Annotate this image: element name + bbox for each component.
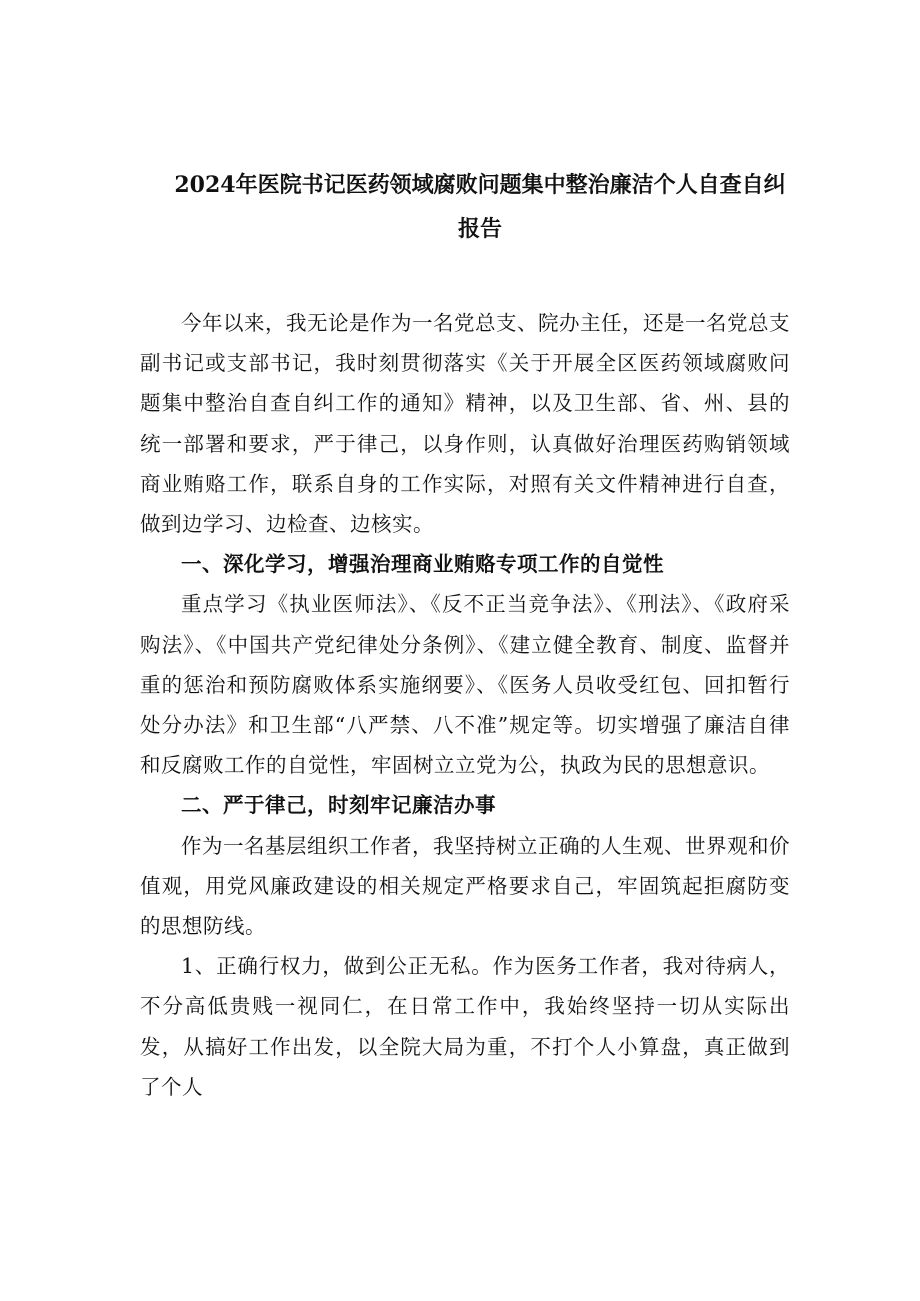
section-2-point-1-paragraph: 1、正确行权力，做到公正无私。作为医务工作者，我对待病人，不分高低贵贱一视同仁，在日常工作中，我始终坚持一切从实际出发，从搞好工作出发，以全院大局为重，不打个人小算盘，真正做到了个人: [140, 954, 790, 1099]
section-1-paragraph: 重点学习《执业医师法》、《反不正当竞争法》、《刑法》、《政府采购法》、《中国共产党纪律处分条例》、《建立健全教育、制度、监督并重的惩治和预防腐败体系实施纲要》、《医务人员收受红包、回扣暂行处分办法》和卫生部“八严禁、八不准”规定等。切实增强了廉洁自律和反腐败工作的自觉性，牢固树立立党为公，执政为民的思想意识。: [140, 592, 790, 778]
document-title-line-1: 2024年医院书记医药领域腐败问题集中整治廉洁个人自查自纠: [174, 172, 786, 198]
section-2-paragraph: 作为一名基层组织工作者，我坚持树立正确的人生观、世界观和价值观，用党风廉政建设的相关规定严格要求自己，牢固筑起拒腐防变的思想防线。: [140, 833, 790, 939]
section-heading-2: 二、严于律己，时刻牢记廉洁办事: [181, 793, 496, 818]
document-title-line-2: 报告: [457, 216, 502, 242]
intro-paragraph: 今年以来，我无论是作为一名党总支、院办主任，还是一名党总支副书记或支部书记，我时刻贯彻落实《关于开展全区医药领域腐败问题集中整治自查自纠工作的通知》精神，以及卫生部、省、州、县的统一部署和要求，严于律己，以身作则，认真做好治理医药购销领域商业贿赂工作，联系自身的工作实际，对照有关文件精神进行自查，做到边学习、边检查、边核实。: [140, 311, 790, 537]
document-body: [140, 303, 790, 1107]
section-heading-1: 一、深化学习，增强治理商业贿赂专项工作的自觉性: [181, 552, 664, 577]
